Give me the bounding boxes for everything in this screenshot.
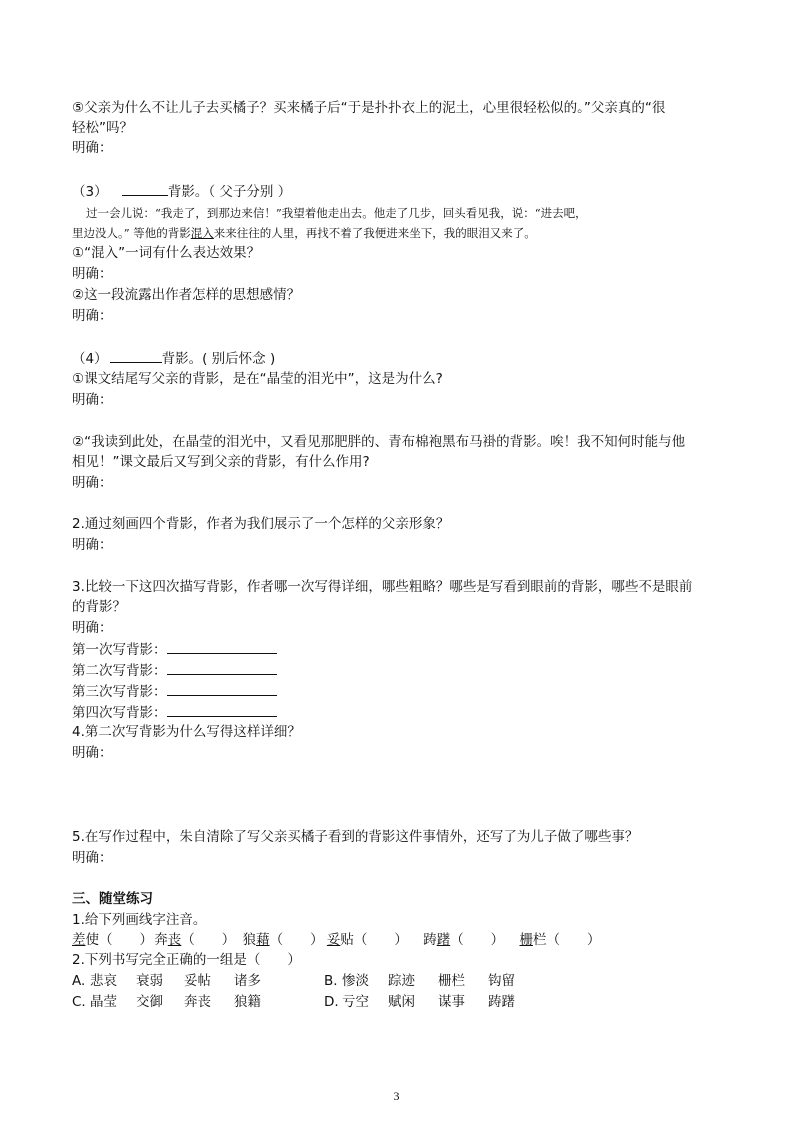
- options-row-ab: A. 悲哀 衰弱 妥帖 诸多 B. 惨淡 踪迹 栅栏 钩留: [72, 973, 515, 989]
- question-2: 2.通过刻画四个背影，作者为我们展示了一个怎样的父亲形象？: [72, 516, 450, 532]
- option-d-label: D.: [324, 994, 339, 1010]
- answer-label: 明确：: [72, 140, 113, 156]
- section-3-blank[interactable]: [122, 181, 168, 196]
- option-a-label: A.: [72, 973, 86, 989]
- section-3-heading: [72, 181, 291, 202]
- page-number: 3: [393, 1089, 400, 1103]
- answer-label: 明确：: [72, 745, 113, 761]
- question-3-item: 第二次写背影：: [72, 660, 277, 681]
- section-4-question-1: ①课文结尾写父亲的背影，是在“晶莹的泪光中”，这是为什么?: [72, 371, 443, 387]
- section-3-suffix: 背影。（ 父子分别 ）: [167, 184, 292, 200]
- section-4-blank[interactable]: [110, 348, 162, 363]
- answer-blank[interactable]: [167, 681, 277, 696]
- section-4-question-2-line-2: 相见！”课文最后又写到父亲的背影，有什么作用?: [72, 454, 370, 470]
- answer-blank[interactable]: [167, 702, 277, 717]
- answer-blank[interactable]: [167, 639, 277, 654]
- section-3-question-1: ①“混入”一词有什么表达效果？: [72, 245, 261, 261]
- pinyin-item: 踌躇（ ）: [423, 932, 505, 948]
- underlined-word: 混入: [190, 226, 214, 240]
- practice-question-1: 1.给下列画线字注音。: [72, 912, 207, 928]
- pinyin-item: 奔丧（ ）: [154, 932, 236, 948]
- options-row-cd: C. 晶莹 交御 奔丧 狼籍 D. 亏空 赋闲 谋事 踌躇: [72, 994, 515, 1010]
- question-3-item: 第四次写背影：: [72, 702, 277, 723]
- answer-label: 明确：: [72, 308, 113, 324]
- practice-section-title: 三、随堂练习: [72, 891, 153, 907]
- question-5-line-1: ⑤父亲为什么不让儿子去买橘子？买来橘子后“于是扑扑衣上的泥土，心里很轻松似的。”父亲真的“很: [72, 100, 666, 116]
- answer-label: 明确：: [72, 475, 113, 491]
- question-5b: 5.在写作过程中，朱自清除了写父亲买橘子看到的背影这件事情外，还写了为儿子做了哪些事？: [72, 829, 639, 845]
- answer-blank[interactable]: [167, 660, 277, 675]
- section-3-quote-line-2: 里边没人。” 等他的背影混入来来往往的人里，再找不着了我便进来坐下，我的眼泪又来了。: [72, 226, 536, 240]
- section-3-question-2: ②这一段流露出作者怎样的思想感情？: [72, 287, 301, 303]
- section-4-question-2-line-1: ②“我读到此处，在晶莹的泪光中，又看见那肥胖的、青布棉袍黑布马褂的背影。唉！我不知何时能与他: [72, 434, 686, 450]
- section-4-heading: [72, 348, 275, 369]
- question-3-line-2: 的背影？: [72, 599, 126, 615]
- section-4-prefix: （4）: [72, 351, 108, 367]
- question-3-item: 第三次写背影：: [72, 681, 277, 702]
- option-b-label: B.: [324, 973, 338, 989]
- answer-label: 明确：: [72, 266, 113, 282]
- option-c-label: C.: [72, 994, 86, 1010]
- pinyin-items-row: [72, 930, 600, 950]
- section-4-suffix: 背影。( 别后怀念 ): [161, 351, 276, 367]
- pinyin-item: 差使（ ）: [72, 932, 153, 948]
- pinyin-item: 栅栏（ ）: [519, 932, 601, 948]
- question-3-item: 第一次写背影：: [72, 639, 277, 660]
- pinyin-item: 妥贴（ ）: [326, 932, 408, 948]
- section-3-quote-line-1: 过一会儿说：“我走了，到那边来信！”我望着他走出去。他走了几步，回头看见我，说：“进去吧，: [86, 206, 587, 220]
- section-3-prefix: （3）: [72, 184, 108, 200]
- answer-label: 明确：: [72, 850, 113, 866]
- answer-label: 明确：: [72, 620, 113, 636]
- answer-label: 明确：: [72, 537, 113, 553]
- pinyin-item: 狼藉（ ）: [242, 932, 324, 948]
- answer-label: 明确：: [72, 392, 113, 408]
- question-4: 4.第二次写背影为什么写得这样详细？: [72, 724, 301, 740]
- practice-question-2: 2.下列书写完全正确的一组是（ ）: [72, 952, 301, 968]
- question-5-line-2: 轻松”吗？: [72, 120, 133, 136]
- question-3-line-1: 3.比较一下这四次描写背影，作者哪一次写得详细，哪些粗略？哪些是写看到眼前的背影，哪些不是眼前: [72, 579, 693, 595]
